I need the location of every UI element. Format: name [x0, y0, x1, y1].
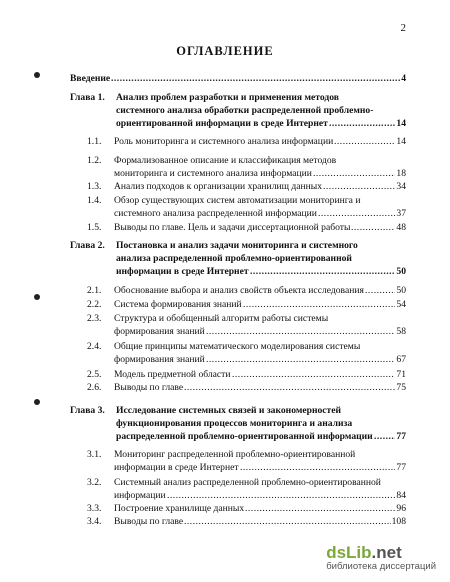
dot-leader [232, 368, 395, 381]
toc-page-number: 77 [396, 431, 406, 442]
toc-section [70, 180, 406, 193]
toc-section [70, 194, 406, 220]
toc-number: 3.4. [87, 516, 102, 527]
watermark [326, 543, 436, 572]
toc-entry-text: Построение хранилище данных [114, 503, 245, 514]
toc-entry-text: Система формирования знаний [114, 299, 242, 310]
toc-entry-text: информации [114, 490, 166, 501]
toc-entry-text: Обоснование выбора и анализ свойств объекта исследования [114, 285, 364, 296]
toc-page-number: 14 [396, 136, 406, 147]
page-number: 2 [400, 22, 406, 34]
toc-entry-text: Анализ проблем разработки и применения методов [116, 92, 339, 103]
toc-entry-text: Исследование системных связей и закономерностей [116, 405, 342, 416]
toc-number: 1.2. [87, 155, 102, 166]
dot-leader [329, 117, 395, 130]
toc-page-number: 34 [396, 181, 406, 192]
toc-number: Глава 2. [70, 240, 105, 251]
dot-leader [334, 135, 395, 148]
dot-leader [351, 221, 395, 234]
toc-number: 2.3. [87, 313, 102, 324]
toc-page-number: 48 [396, 222, 406, 233]
toc-number: 2.5. [87, 369, 102, 380]
toc-entry-text: информации в среде Интернет [114, 462, 239, 473]
dot-leader [313, 167, 395, 180]
toc-number: Глава 1. [70, 92, 105, 103]
toc-page-number: 75 [396, 382, 406, 393]
toc-number: 3.3. [87, 503, 102, 514]
toc-chapter [70, 239, 406, 278]
toc-entry-text: функционирования процессов мониторинга и анализа [116, 418, 353, 429]
toc-entry-text: анализа распределенной проблемно-ориентированной [116, 253, 352, 264]
toc-chapter [70, 404, 406, 443]
toc-entry-text: Выводы по главе [114, 516, 184, 527]
toc-page-number: 50 [396, 285, 406, 296]
toc-section [70, 476, 406, 502]
toc-entry-text: ориентированной информации в среде Интернет [116, 118, 328, 129]
toc-number: 2.4. [87, 341, 102, 352]
toc-page-number: 37 [396, 208, 406, 219]
toc-section [70, 135, 406, 148]
toc-page-number: 18 [396, 168, 406, 179]
toc-section [70, 448, 406, 474]
toc-entry-text: Модель предметной области [114, 369, 231, 380]
toc-entry-text: информации в среде Интернет [116, 266, 249, 277]
toc-entry-text: Выводы по главе [114, 382, 184, 393]
toc-number: 3.2. [87, 477, 102, 488]
dot-leader [365, 284, 395, 297]
punch-hole-mark [34, 399, 40, 405]
dot-leader [318, 207, 395, 220]
toc-section [70, 340, 406, 366]
toc-page-number: 84 [396, 490, 406, 501]
toc-section [70, 368, 406, 381]
toc-section [70, 298, 406, 311]
dot-leader [206, 353, 395, 366]
dot-leader [184, 381, 395, 394]
toc-chapter [70, 91, 406, 130]
toc-page-number: 50 [396, 266, 406, 277]
dot-leader [240, 461, 395, 474]
dot-leader [374, 430, 395, 443]
toc-number: 1.3. [87, 181, 102, 192]
toc-entry-text: Обзор существующих систем автоматизации мониторинга и [114, 195, 361, 206]
dot-leader [245, 502, 395, 515]
toc-page-number: 4 [401, 73, 406, 84]
toc-entry-text: Формализованное описание и классификация методов [114, 155, 337, 166]
toc-entry-text: Мониторинг распределенной проблемно-ориентированной [114, 449, 356, 460]
toc-page-number: 14 [396, 118, 406, 129]
toc-entry-text: формирования знаний [114, 326, 205, 337]
toc-section [70, 381, 406, 394]
toc-page-number: 108 [391, 516, 406, 527]
toc-section [70, 502, 406, 515]
toc-entry-text: формирования знаний [114, 354, 205, 365]
toc-page-number: 96 [396, 503, 406, 514]
toc-entry-text: распределенной проблемно-ориентированной информации [116, 431, 373, 442]
dot-leader [184, 515, 391, 528]
toc-page-number: 77 [396, 462, 406, 473]
dot-leader [111, 72, 400, 85]
toc-section [70, 154, 406, 180]
toc-entry-text: Общие принципы математического моделирования системы [114, 341, 361, 352]
punch-hole-mark [34, 294, 40, 300]
toc-number: 2.6. [87, 382, 102, 393]
toc-page-number: 58 [396, 326, 406, 337]
toc-section [70, 221, 406, 234]
toc-entry-text: системного анализа обработки распределенной проблемно- [116, 105, 374, 116]
toc-number: 3.1. [87, 449, 102, 460]
toc-entry-text: Постановка и анализ задачи мониторинга и системного [116, 240, 358, 251]
toc-number: 2.2. [87, 299, 102, 310]
toc-introduction [70, 72, 406, 85]
watermark-subtitle: библиотека диссертаций [326, 561, 436, 572]
dot-leader [167, 489, 395, 502]
toc-entry-text: Роль мониторинга и системного анализа информации [114, 136, 334, 147]
toc-page-number: 71 [396, 369, 406, 380]
toc-entry-text: Структура и обобщенный алгоритм работы системы [114, 313, 329, 324]
toc-number: Глава 3. [70, 405, 105, 416]
toc-entry-text: Системный анализ распределенной проблемно-ориентированной [114, 477, 381, 488]
punch-hole-mark [34, 72, 40, 78]
toc-number: 1.5. [87, 222, 102, 233]
toc-section [70, 515, 406, 528]
page-title: ОГЛАВЛЕНИЕ [176, 44, 274, 58]
dot-leader [243, 298, 395, 311]
toc-entry-text: мониторинга и системного анализа информации [114, 168, 312, 179]
toc-number: 1.4. [87, 195, 102, 206]
dot-leader [323, 180, 395, 193]
toc-page-number: 67 [396, 354, 406, 365]
watermark-logo: dsLib.net [326, 543, 402, 562]
toc-number: 2.1. [87, 285, 102, 296]
toc-entry-text: Анализ подходов к организации хранилищ данных [114, 181, 323, 192]
toc-section [70, 284, 406, 297]
dot-leader [250, 265, 395, 278]
toc-page-number: 54 [396, 299, 406, 310]
toc-number: 1.1. [87, 136, 102, 147]
dot-leader [206, 325, 395, 338]
toc-section [70, 312, 406, 338]
toc-entry-text: Выводы по главе. Цель и задачи диссертационной работы [114, 222, 351, 233]
toc-entry-text: системного анализа распределенной информации [114, 208, 317, 219]
toc-number: Введение [70, 73, 111, 84]
